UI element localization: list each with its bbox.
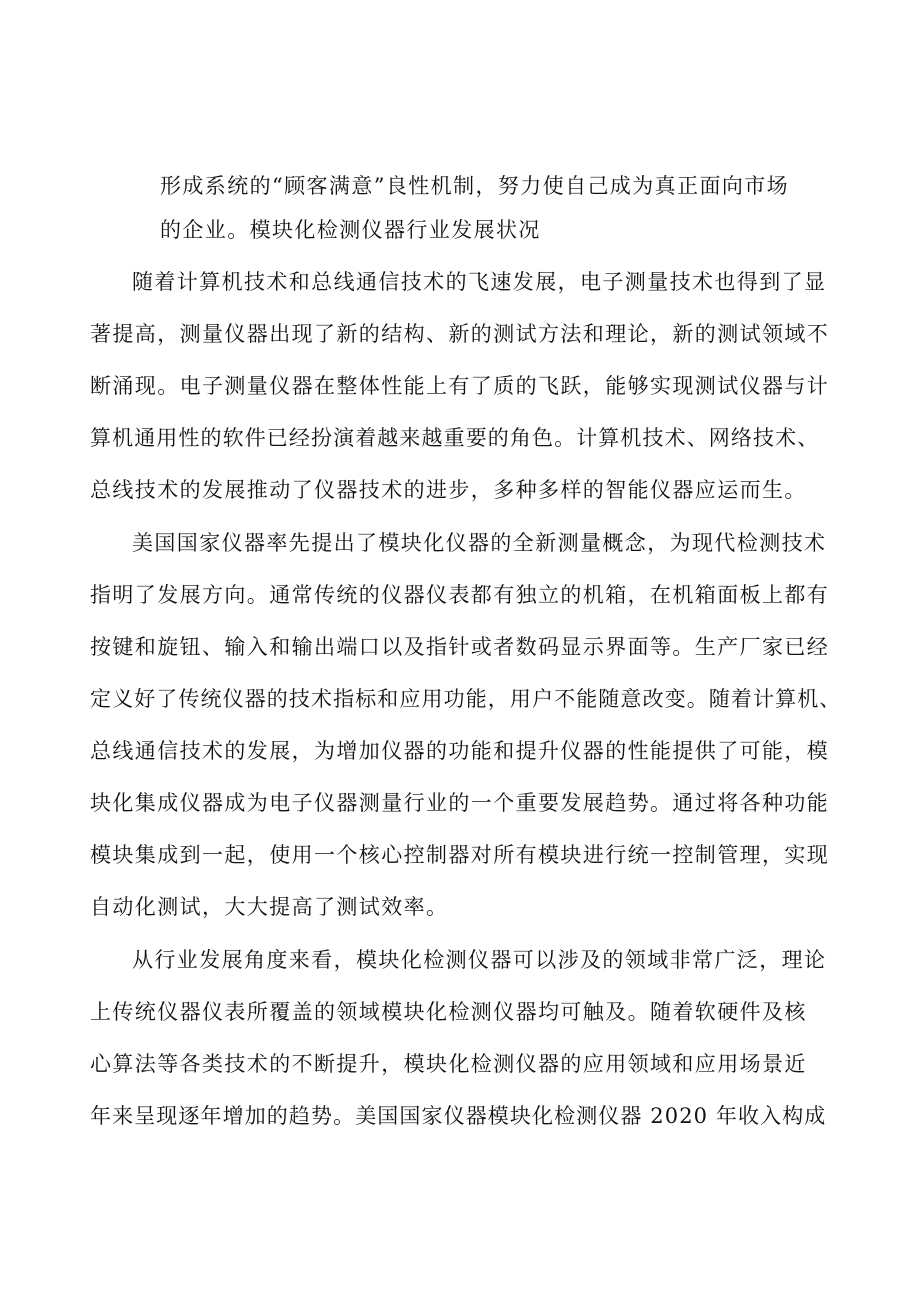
text-line: 从行业发展角度来看，模块化检测仪器可以涉及的领域非常广泛，理论 bbox=[132, 948, 827, 972]
text-line: 定义好了传统仪器的技术指标和应用功能，用户不能随意改变。随着计算机、 bbox=[90, 687, 842, 711]
text-line: 心算法等各类技术的不断提升，模块化检测仪器的应用领域和应用场景近 bbox=[90, 1052, 807, 1076]
text-line: 总线技术的发展推动了仪器技术的进步，多种多样的智能仪器应运而生。 bbox=[90, 478, 807, 502]
text-line: 块化集成仪器成为电子仪器测量行业的一个重要发展趋势。通过将各种功能 bbox=[90, 791, 830, 815]
text-line: 随着计算机技术和总线通信技术的飞速发展，电子测量技术也得到了显 bbox=[132, 270, 827, 294]
text-line: 的企业。模块化检测仪器行业发展状况 bbox=[160, 218, 541, 242]
text-line: 按键和旋钮、输入和输出端口以及指针或者数码显示界面等。生产厂家已经 bbox=[90, 635, 830, 659]
text-line: 年来呈现逐年增加的趋势。美国国家仪器模块化检测仪器 2020 年收入构成 bbox=[90, 1104, 827, 1128]
text-line: 模块集成到一起，使用一个核心控制器对所有模块进行统一控制管理，实现 bbox=[90, 843, 830, 867]
text-line: 总线通信技术的发展，为增加仪器的功能和提升仪器的性能提供了可能，模 bbox=[90, 739, 830, 763]
text-line: 上传统仪器仪表所覆盖的领域模块化检测仪器均可触及。随着软硬件及核 bbox=[90, 1000, 807, 1024]
text-line: 美国国家仪器率先提出了模块化仪器的全新测量概念，为现代检测技术 bbox=[132, 531, 827, 555]
text-line: 断涌现。电子测量仪器在整体性能上有了质的飞跃，能够实现测试仪器与计 bbox=[90, 374, 830, 398]
text-line: 形成系统的“顾客满意”良性机制，努力使自己成为真正面向市场 bbox=[160, 174, 790, 198]
text-line: 自动化测试，大大提高了测试效率。 bbox=[90, 895, 449, 919]
text-line: 著提高，测量仪器出现了新的结构、新的测试方法和理论，新的测试领域不 bbox=[90, 322, 830, 346]
text-line: 算机通用性的软件已经扮演着越来越重要的角色。计算机技术、网络技术、 bbox=[90, 426, 820, 450]
text-line: 指明了发展方向。通常传统的仪器仪表都有独立的机箱，在机箱面板上都有 bbox=[90, 583, 830, 607]
